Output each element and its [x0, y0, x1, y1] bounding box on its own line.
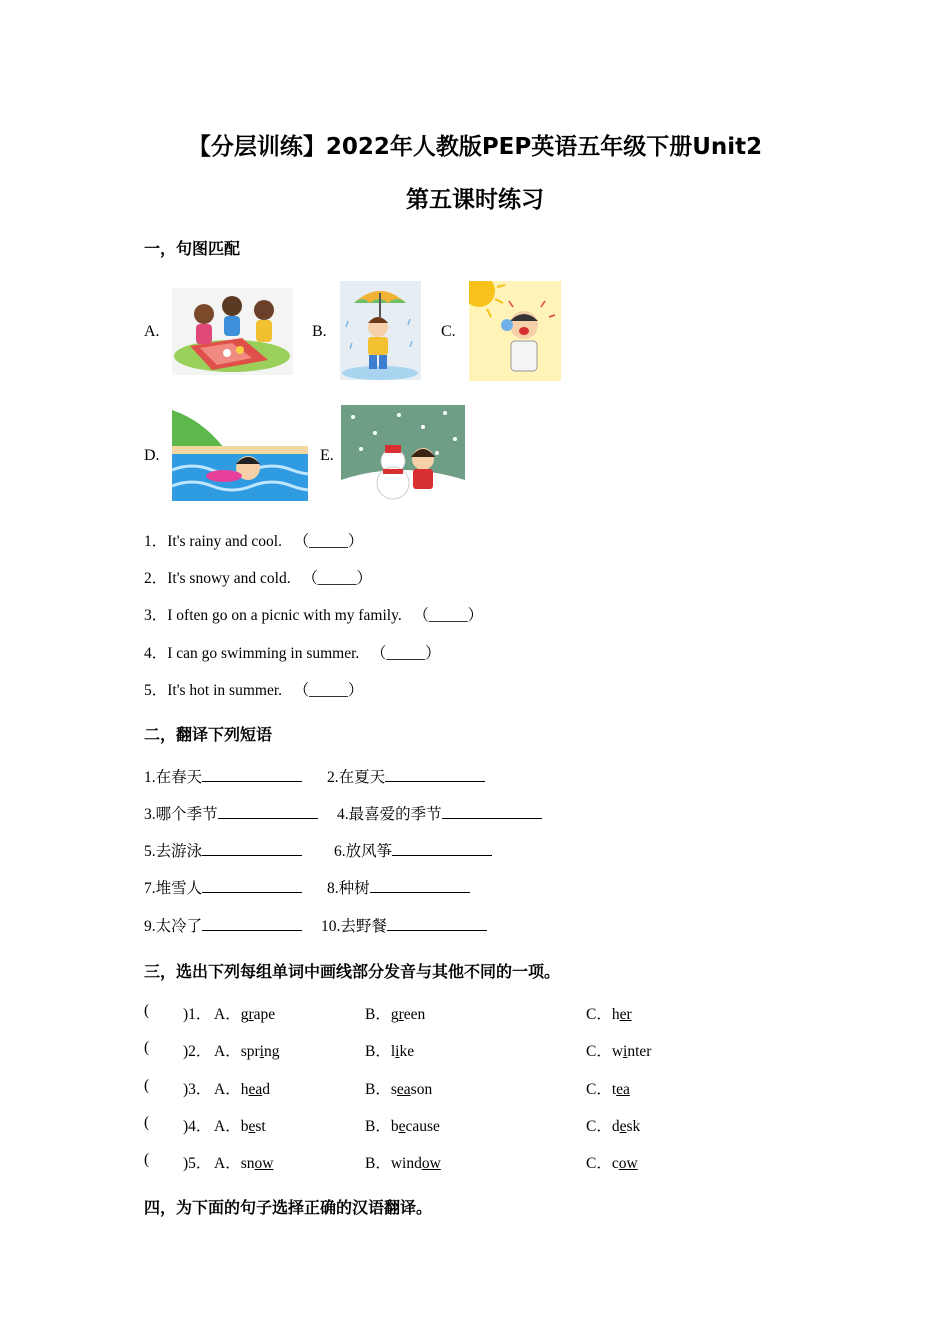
- phrase-text: 5.去游泳: [144, 843, 203, 860]
- section4-heading: 四，为下面的句子选择正确的汉语翻译。: [144, 1198, 433, 1217]
- picnic-image: [172, 288, 293, 375]
- rainy-image: [340, 281, 421, 380]
- match-item-3: [144, 603, 483, 625]
- phrase-text: 4.最喜爱的季节: [337, 806, 442, 823]
- match-item-number: 1．: [144, 533, 168, 550]
- match-item-5: [144, 678, 363, 700]
- answer-blank[interactable]: （_____）: [293, 533, 364, 550]
- match-item-number: 2．: [144, 570, 168, 587]
- phrase-7: [144, 876, 302, 898]
- question-number: )5．: [183, 1155, 212, 1172]
- option-c[interactable]: C．desk: [586, 1118, 641, 1135]
- option-label-c: C.: [441, 323, 456, 340]
- match-item-text: It's rainy and cool.: [167, 533, 282, 550]
- phrase-text: 10.去野餐: [321, 918, 387, 935]
- option-label-b: B.: [312, 323, 327, 340]
- section1-heading: 一，句图匹配: [144, 239, 241, 258]
- option-c[interactable]: C．her: [586, 1006, 632, 1023]
- answer-line[interactable]: [202, 878, 302, 893]
- answer-paren[interactable]: (: [144, 1077, 150, 1094]
- phrase-10: [321, 914, 487, 936]
- phrase-text: 3.哪个季节: [144, 806, 218, 823]
- phrase-4: [337, 802, 542, 824]
- phrase-text: 8.种树: [327, 880, 370, 897]
- option-b[interactable]: B．green: [365, 1006, 426, 1023]
- answer-line[interactable]: [387, 916, 487, 931]
- phrase-text: 9.太冷了: [144, 918, 203, 935]
- phrase-3: [144, 802, 318, 824]
- page-title-line1: 【分层训练】2022年人教版PEP英语五年级下册Unit2: [187, 134, 763, 160]
- answer-blank[interactable]: （_____）: [413, 607, 484, 624]
- answer-line[interactable]: [442, 804, 542, 819]
- option-label-d: D.: [144, 447, 160, 464]
- option-b[interactable]: B．like: [365, 1043, 415, 1060]
- phrase-text: 1.在春天: [144, 769, 203, 786]
- option-a[interactable]: A．spring: [214, 1043, 280, 1060]
- option-label-e: E.: [320, 447, 334, 464]
- match-item-text: I can go swimming in summer.: [167, 645, 360, 662]
- phrase-9: [144, 914, 302, 936]
- option-a[interactable]: A．grape: [214, 1006, 276, 1023]
- section3-heading: 三，选出下列每组单词中画线部分发音与其他不同的一项。: [144, 962, 561, 981]
- option-b[interactable]: B．window: [365, 1155, 441, 1172]
- answer-paren[interactable]: (: [144, 1002, 150, 1019]
- phrase-8: [327, 876, 470, 898]
- match-item-4: [144, 641, 441, 663]
- phrase-5: [144, 839, 302, 861]
- answer-line[interactable]: [370, 878, 470, 893]
- phrase-1: [144, 765, 302, 787]
- phrase-text: 7.堆雪人: [144, 880, 203, 897]
- match-item-text: It's snowy and cold.: [167, 570, 291, 587]
- phrase-text: 6.放风筝: [334, 843, 393, 860]
- option-a[interactable]: A．head: [214, 1081, 270, 1098]
- answer-paren[interactable]: (: [144, 1114, 150, 1131]
- option-a[interactable]: A．snow: [214, 1155, 274, 1172]
- answer-line[interactable]: [202, 841, 302, 856]
- section2-heading: 二，翻译下列短语: [144, 725, 273, 744]
- answer-blank[interactable]: （_____）: [293, 682, 364, 699]
- answer-blank[interactable]: （_____）: [302, 570, 372, 587]
- answer-paren[interactable]: (: [144, 1039, 150, 1056]
- match-item-number: 4．: [144, 645, 168, 662]
- match-item-number: 3．: [144, 607, 168, 624]
- match-item-1: [144, 529, 363, 551]
- swimming-image: [172, 410, 308, 501]
- match-item-text: I often go on a picnic with my family.: [167, 607, 402, 624]
- answer-paren[interactable]: (: [144, 1151, 150, 1168]
- answer-line[interactable]: [392, 841, 492, 856]
- phrase-text: 2.在夏天: [327, 769, 386, 786]
- answer-line[interactable]: [385, 767, 485, 782]
- option-b[interactable]: B．season: [365, 1081, 433, 1098]
- option-label-a: A.: [144, 323, 160, 340]
- answer-blank[interactable]: （_____）: [370, 645, 441, 662]
- snowy-image: [341, 405, 465, 500]
- answer-line[interactable]: [218, 804, 318, 819]
- answer-line[interactable]: [202, 767, 302, 782]
- option-a[interactable]: A．best: [214, 1118, 266, 1135]
- phrase-6: [334, 839, 492, 861]
- option-c[interactable]: C．tea: [586, 1081, 630, 1098]
- match-item-number: 5．: [144, 682, 168, 699]
- question-number: )3．: [183, 1081, 212, 1098]
- question-number: )1．: [183, 1006, 212, 1023]
- option-c[interactable]: C．cow: [586, 1155, 638, 1172]
- answer-line[interactable]: [202, 916, 302, 931]
- match-item-text: It's hot in summer.: [167, 682, 283, 699]
- question-number: )2．: [183, 1043, 212, 1060]
- option-c[interactable]: C．winter: [586, 1043, 652, 1060]
- page-title-line2: 第五课时练习: [406, 187, 544, 213]
- phrase-2: [327, 765, 485, 787]
- match-item-2: [144, 566, 372, 588]
- question-number: )4．: [183, 1118, 212, 1135]
- hot-image: [469, 281, 561, 381]
- option-b[interactable]: B．because: [365, 1118, 440, 1135]
